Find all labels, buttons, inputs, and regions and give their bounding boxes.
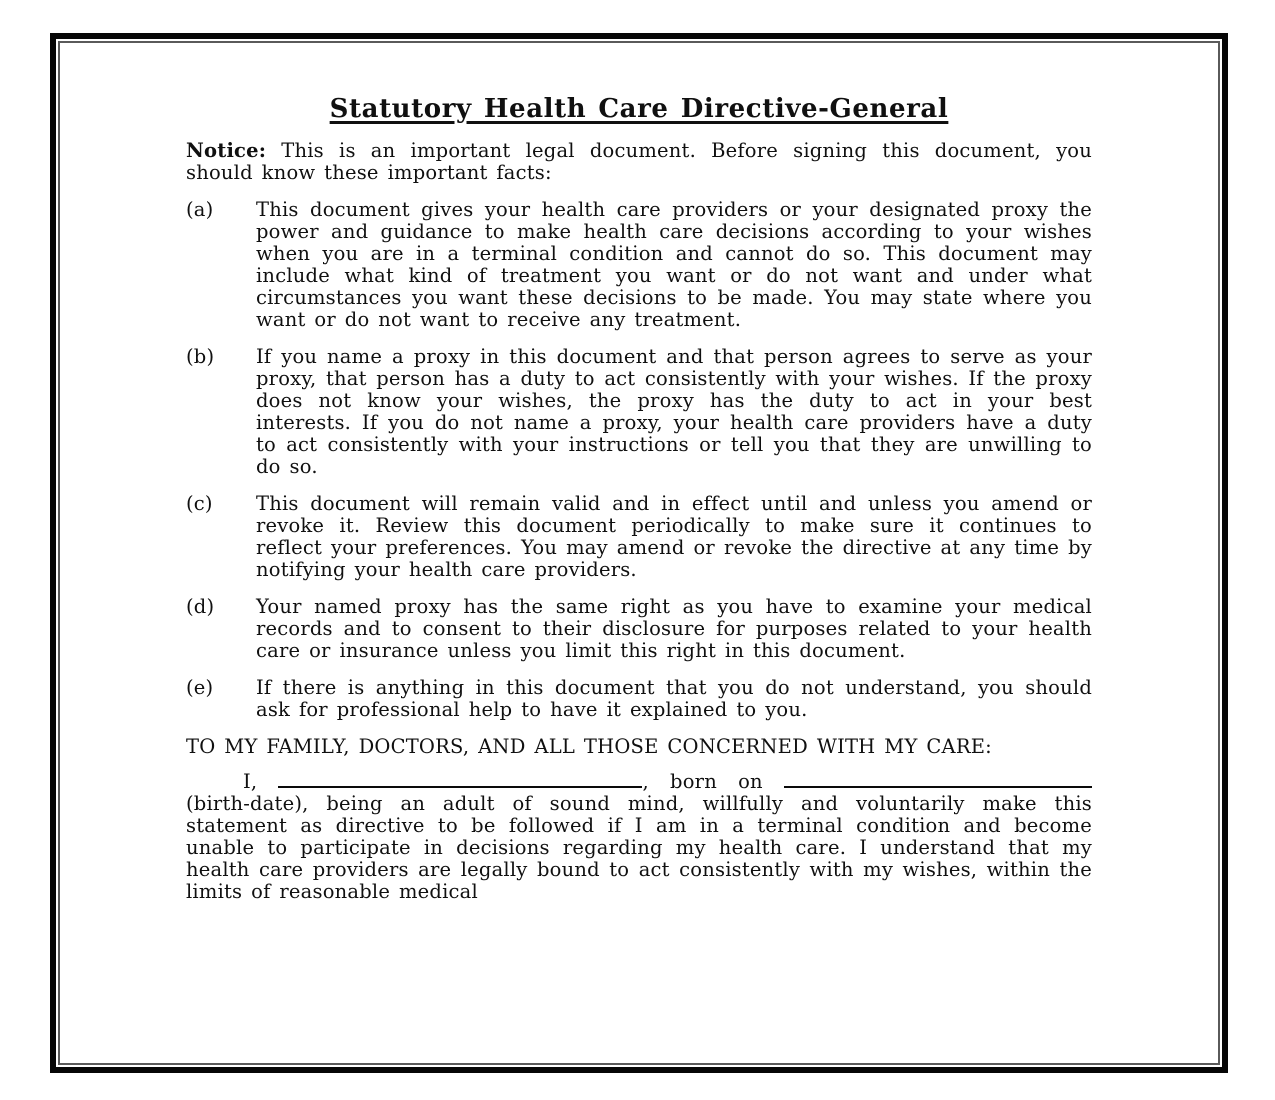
clause-c-text: This document will remain valid and in effect until and unless you amend or revoke it. Review this document periodically to make sure it continues to reflect your preferences. You may amend or revoke the directive at any time by notifying your health care providers. bbox=[256, 492, 1092, 581]
clause-d-label: (d) bbox=[186, 595, 215, 618]
clause-b-label: (b) bbox=[186, 345, 215, 368]
clause-d bbox=[186, 596, 1092, 662]
clause-e-text: If there is anything in this document that you do not understand, you should ask for professional help to have it explained to you. bbox=[256, 676, 1092, 721]
declaration-middle: , born on bbox=[642, 770, 763, 793]
notice-text: This is an important legal document. Before signing this document, you should know these important facts: bbox=[186, 139, 1092, 184]
clause-c bbox=[186, 493, 1092, 581]
clause-b bbox=[186, 346, 1092, 478]
clause-a-text: This document gives your health care providers or your designated proxy the power and guidance to make health care decisions according to your wishes when you are in a terminal condition and cannot do so. This document may include what kind of treatment you want or do not want and under what circumstances you want these decisions to be made. You may state where you want or do not want to receive any treatment. bbox=[256, 198, 1092, 331]
page-content bbox=[60, 43, 1218, 1063]
clause-b-text: If you name a proxy in this document and that person agrees to serve as your proxy, that person has a duty to act consistently with your wishes. If the proxy does not know your wishes, the proxy has the duty to act in your best interests. If you do not name a proxy, your health care providers have a duty to act consistently with your instructions or tell you that they are unwilling to do so. bbox=[256, 345, 1092, 478]
page-border-outer bbox=[50, 33, 1228, 1073]
address-line: TO MY FAMILY, DOCTORS, AND ALL THOSE CONCERNED WITH MY CARE: bbox=[186, 735, 992, 758]
declaration-prefix: I, bbox=[243, 770, 258, 793]
name-blank-line[interactable] bbox=[278, 784, 642, 788]
clause-c-label: (c) bbox=[186, 492, 213, 515]
declaration-paragraph bbox=[186, 771, 1092, 903]
document-title: Statutory Health Care Directive-General bbox=[329, 94, 949, 124]
notice-label: Notice: bbox=[186, 139, 267, 162]
declaration-body: (birth-date), being an adult of sound mind, willfully and voluntarily make this statement as directive to be followed if I am in a terminal condition and become unable to participate in decisions regarding my health care. I understand that my health care providers are legally bound to act consistently with my wishes, within the limits of reasonable medical bbox=[186, 792, 1092, 903]
clause-e bbox=[186, 677, 1092, 721]
clause-e-label: (e) bbox=[186, 676, 214, 699]
clause-a bbox=[186, 199, 1092, 331]
notice-paragraph bbox=[186, 140, 1092, 184]
clause-d-text: Your named proxy has the same right as you have to examine your medical records and to consent to their disclosure for purposes related to your health care or insurance unless you limit this right in this document. bbox=[256, 595, 1092, 662]
birthdate-blank-line[interactable] bbox=[784, 784, 1092, 788]
clause-a-label: (a) bbox=[186, 198, 214, 221]
